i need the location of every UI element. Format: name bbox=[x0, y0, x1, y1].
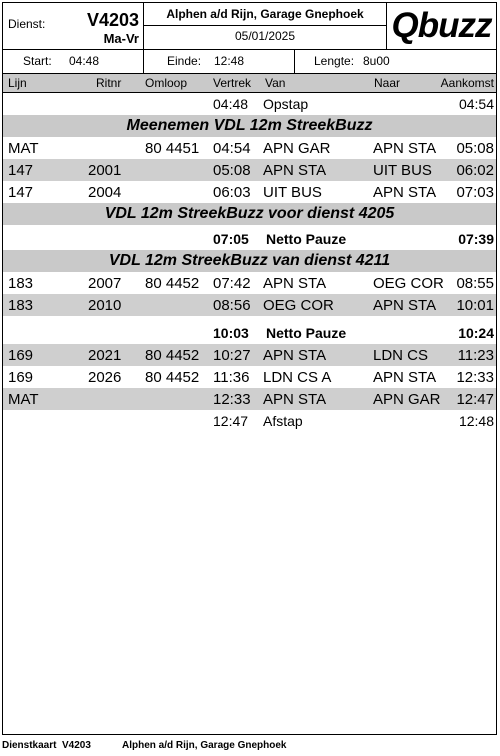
cell-vertrek: 06:03 bbox=[213, 184, 251, 201]
cell-omloop: 80 4451 bbox=[145, 140, 200, 157]
footer-code: V4203 bbox=[62, 740, 91, 751]
cell-ritnr: 2026 bbox=[88, 369, 122, 386]
table-row bbox=[3, 181, 496, 203]
cell-van: Netto Pauze bbox=[266, 231, 347, 247]
service-date: 05/01/2025 bbox=[234, 29, 296, 43]
cell-naar: APN STA bbox=[373, 369, 437, 386]
col-lijn: Lijn bbox=[8, 76, 27, 90]
cell-aankomst: 12:47 bbox=[456, 391, 494, 408]
cell-omloop: 80 4452 bbox=[145, 347, 200, 364]
col-naar: Naar bbox=[374, 76, 401, 90]
cell-lijn: 169 bbox=[8, 369, 34, 386]
cell-van: APN GAR bbox=[263, 140, 331, 157]
header-top bbox=[3, 3, 496, 50]
table-row bbox=[3, 344, 496, 366]
cell-vertrek: 04:54 bbox=[213, 140, 251, 157]
cell-naar: APN STA bbox=[373, 297, 437, 314]
cell-vertrek: 07:42 bbox=[213, 275, 251, 292]
section-voor-dienst: VDL 12m StreekBuzz voor dienst 4205 bbox=[3, 203, 496, 225]
footer-garage: Alphen a/d Rijn, Garage Gnephoek bbox=[122, 740, 287, 751]
table-row-pauze bbox=[3, 321, 496, 344]
qbuzz-logo: Qbuzz bbox=[391, 6, 492, 45]
cell-lijn: MAT bbox=[8, 391, 39, 408]
start-value: 04:48 bbox=[69, 54, 100, 68]
column-header bbox=[3, 74, 496, 93]
table-row bbox=[3, 366, 496, 388]
header-times bbox=[3, 49, 496, 74]
cell-vertrek: 12:33 bbox=[213, 391, 251, 408]
cell-van: UIT BUS bbox=[263, 184, 322, 201]
cell-vertrek: 05:08 bbox=[213, 162, 251, 179]
lengte-segment bbox=[295, 49, 496, 73]
cell-aankomst: 06:02 bbox=[456, 162, 494, 179]
cell-ritnr: 2001 bbox=[88, 162, 122, 179]
cell-vertrek: 12:47 bbox=[213, 413, 249, 429]
cell-lijn: 147 bbox=[8, 184, 34, 201]
garage-cell bbox=[144, 3, 387, 49]
cell-van: Netto Pauze bbox=[266, 325, 347, 341]
col-omloop: Omloop bbox=[145, 76, 188, 90]
cell-aankomst: 07:39 bbox=[458, 231, 494, 247]
cell-van: APN STA bbox=[263, 275, 327, 292]
cell-naar: LDN CS bbox=[373, 347, 429, 364]
cell-van: Opstap bbox=[263, 96, 309, 112]
cell-lijn: 147 bbox=[8, 162, 34, 179]
table-row-afstap bbox=[3, 410, 496, 432]
cell-ritnr: 2004 bbox=[88, 184, 122, 201]
cell-aankomst: 08:55 bbox=[456, 275, 494, 292]
footer-kaart: Dienstkaart bbox=[2, 740, 57, 751]
cell-aankomst: 04:54 bbox=[458, 96, 494, 112]
einde-segment bbox=[144, 49, 295, 73]
cell-aankomst: 10:24 bbox=[458, 325, 494, 341]
dienst-days: Ma-Vr bbox=[103, 31, 139, 46]
cell-naar: APN STA bbox=[373, 140, 437, 157]
cell-naar: UIT BUS bbox=[373, 162, 432, 179]
col-ritnr: Ritnr bbox=[96, 76, 122, 90]
cell-aankomst: 10:01 bbox=[456, 297, 494, 314]
einde-value: 12:48 bbox=[214, 54, 245, 68]
cell-vertrek: 08:56 bbox=[213, 297, 251, 314]
cell-lijn: 183 bbox=[8, 275, 34, 292]
table-row bbox=[3, 272, 496, 294]
cell-naar: OEG COR bbox=[373, 275, 444, 292]
lengte-value: 8u00 bbox=[363, 54, 390, 68]
table-row bbox=[3, 294, 496, 316]
cell-naar: APN GAR bbox=[373, 391, 441, 408]
schedule-rows bbox=[3, 93, 496, 432]
table-row-pauze bbox=[3, 227, 496, 250]
cell-van: Afstap bbox=[263, 413, 303, 429]
dienst-label: Dienst: bbox=[8, 17, 46, 31]
cell-van: APN STA bbox=[263, 347, 327, 364]
col-van: Van bbox=[265, 76, 286, 90]
cell-ritnr: 2021 bbox=[88, 347, 122, 364]
table-row-opstap bbox=[3, 93, 496, 115]
section-van-dienst: VDL 12m StreekBuzz van dienst 4211 bbox=[3, 250, 496, 272]
table-row bbox=[3, 137, 496, 159]
start-segment bbox=[3, 49, 144, 73]
einde-label: Einde: bbox=[167, 54, 202, 68]
cell-lijn: MAT bbox=[8, 140, 39, 157]
cell-naar: APN STA bbox=[373, 184, 437, 201]
garage-name: Alphen a/d Rijn, Garage Gnephoek bbox=[144, 3, 386, 26]
cell-omloop: 80 4452 bbox=[145, 275, 200, 292]
cell-vertrek: 10:27 bbox=[213, 347, 251, 364]
logo-cell bbox=[387, 3, 496, 49]
cell-van: LDN CS A bbox=[263, 369, 332, 386]
table-row bbox=[3, 159, 496, 181]
cell-aankomst: 05:08 bbox=[456, 140, 494, 157]
section-meenemen: Meenemen VDL 12m StreekBuzz bbox=[3, 115, 496, 137]
dienst-code: V4203 bbox=[86, 10, 139, 30]
cell-ritnr: 2010 bbox=[88, 297, 122, 314]
cell-van: APN STA bbox=[263, 391, 327, 408]
cell-vertrek: 04:48 bbox=[213, 96, 249, 112]
lengte-label: Lengte: bbox=[314, 54, 355, 68]
cell-vertrek: 10:03 bbox=[213, 325, 249, 341]
cell-van: APN STA bbox=[263, 162, 327, 179]
dienstkaart bbox=[2, 2, 497, 735]
cell-lijn: 183 bbox=[8, 297, 34, 314]
table-row bbox=[3, 388, 496, 410]
cell-omloop: 80 4452 bbox=[145, 369, 200, 386]
cell-lijn: 169 bbox=[8, 347, 34, 364]
cell-vertrek: 11:36 bbox=[213, 369, 250, 386]
start-label: Start: bbox=[23, 54, 52, 68]
cell-van: OEG COR bbox=[263, 297, 334, 314]
dienst-cell bbox=[3, 3, 144, 49]
cell-aankomst: 07:03 bbox=[456, 184, 494, 201]
col-aankomst: Aankomst bbox=[440, 76, 494, 90]
col-vertrek: Vertrek bbox=[213, 76, 252, 90]
cell-ritnr: 2007 bbox=[88, 275, 122, 292]
cell-vertrek: 07:05 bbox=[213, 231, 249, 247]
cell-aankomst: 11:23 bbox=[457, 347, 494, 364]
cell-aankomst: 12:48 bbox=[458, 413, 494, 429]
cell-aankomst: 12:33 bbox=[456, 369, 494, 386]
